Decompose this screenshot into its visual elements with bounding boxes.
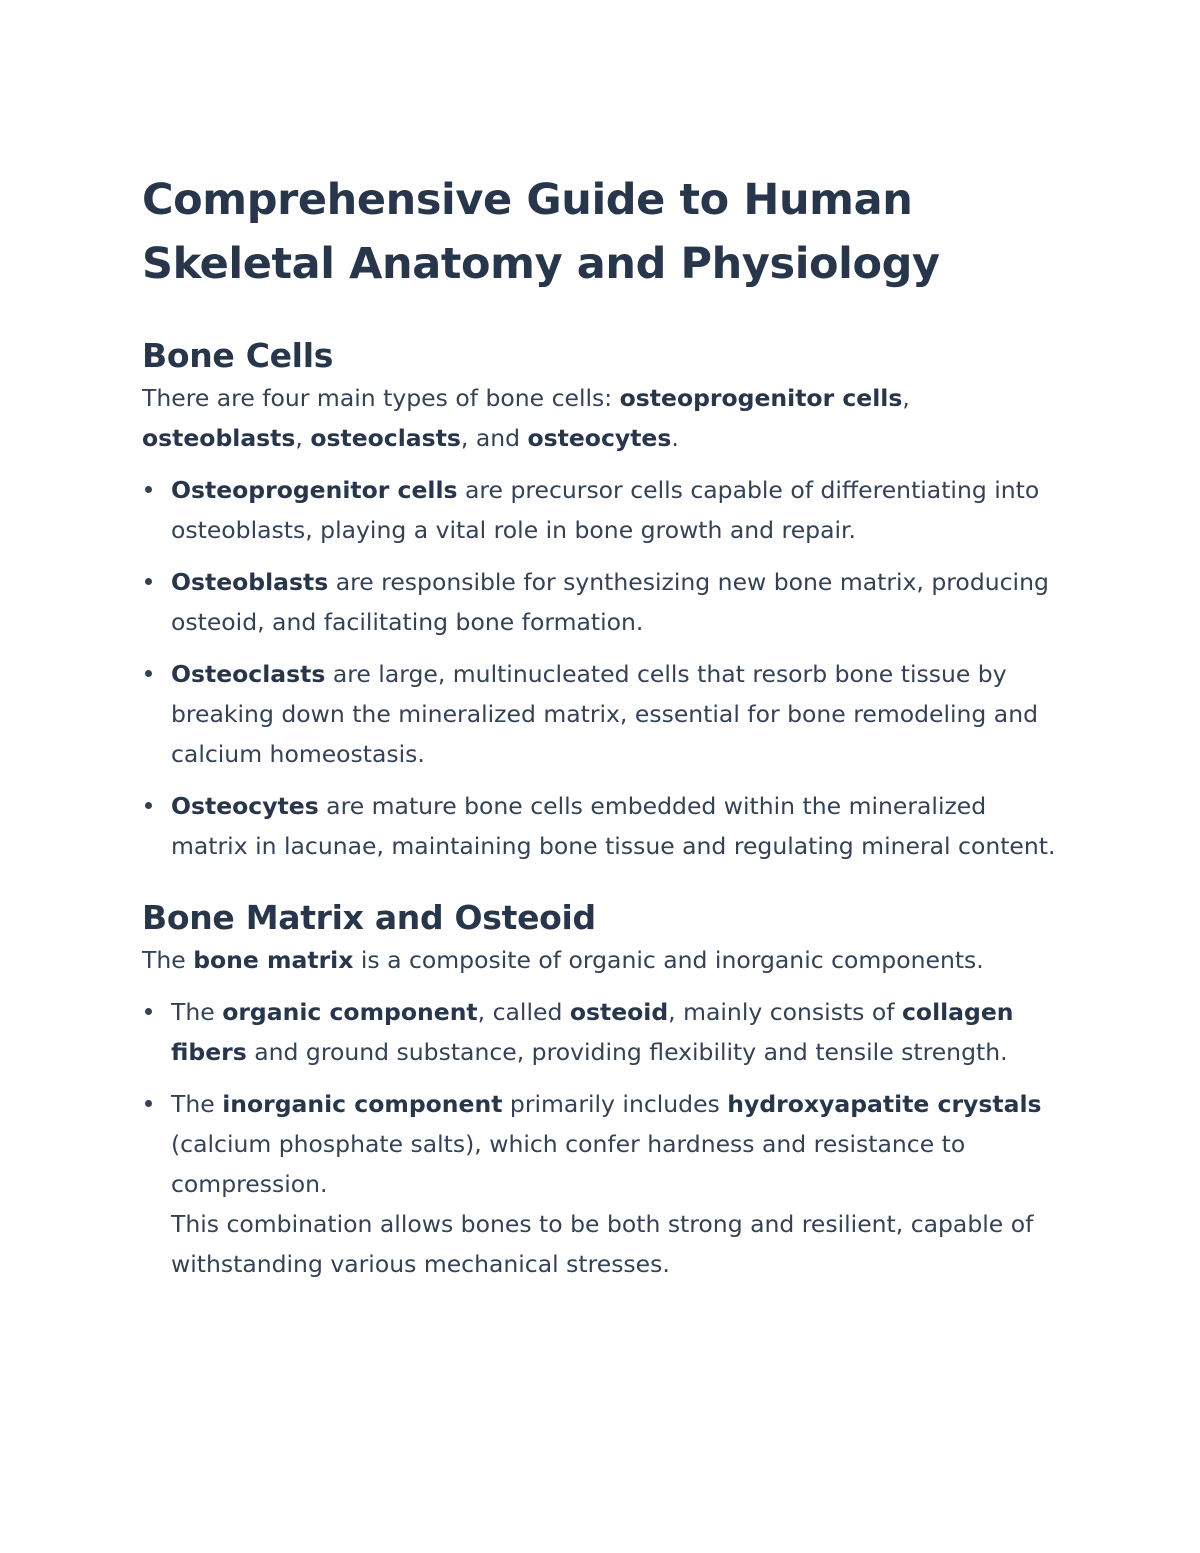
intro-text: There are four main types of bone cells:	[142, 384, 620, 412]
list-item-term: hydroxyapatite crystals	[727, 1090, 1042, 1118]
intro-text: is a composite of organic and inorganic components.	[353, 946, 984, 974]
list-item	[142, 470, 1070, 550]
bone-cells-list	[142, 470, 1070, 866]
section-heading-bone-cells: Bone Cells	[142, 336, 334, 375]
list-item-text: The	[171, 1090, 223, 1118]
list-item-term: inorganic component	[222, 1090, 503, 1118]
list-item-text: (calcium phosphate salts), which confer hardness and resistance to compression.	[171, 1130, 966, 1198]
list-item-term: organic component	[222, 998, 478, 1026]
intro-term: bone matrix	[193, 946, 354, 974]
bullet-icon	[145, 1008, 152, 1015]
intro-text: The	[142, 946, 194, 974]
bone-matrix-list	[142, 992, 1070, 1284]
bullet-icon	[145, 578, 152, 585]
list-item-term: Osteocytes	[171, 792, 319, 820]
list-item-text: are responsible for synthesizing new bone matrix, producing osteoid, and facilitating bone formation.	[171, 568, 1049, 636]
list-item-term: Osteoblasts	[171, 568, 329, 596]
bullet-icon	[145, 802, 152, 809]
list-item	[142, 562, 1070, 642]
intro-term: osteoclasts	[310, 424, 461, 452]
list-item-text: The	[171, 998, 223, 1026]
bullet-icon	[145, 670, 152, 677]
bone-cells-intro	[142, 378, 1070, 458]
intro-text: ,	[902, 384, 910, 412]
bullet-icon	[145, 486, 152, 493]
list-item	[142, 1084, 1070, 1284]
list-item-term: collagen fibers	[171, 998, 1014, 1066]
list-item-text: , called	[477, 998, 570, 1026]
title-line-1: Comprehensive Guide to Human	[142, 175, 913, 225]
list-item-term: Osteoprogenitor cells	[171, 476, 458, 504]
list-item-text: , mainly consists of	[668, 998, 902, 1026]
list-item	[142, 992, 1070, 1072]
intro-text: ,	[295, 424, 311, 452]
intro-term: osteoblasts	[142, 424, 296, 452]
intro-text: , and	[460, 424, 528, 452]
list-item-text: are large, multinucleated cells that resorb bone tissue by breaking down the mineralized matrix, essential for bone remodeling and calcium homeostasis.	[171, 660, 1039, 768]
list-item-text: primarily includes	[502, 1090, 728, 1118]
list-item-term: osteoid	[569, 998, 669, 1026]
section-heading-bone-matrix: Bone Matrix and Osteoid	[142, 898, 596, 937]
list-item	[142, 654, 1070, 774]
list-item	[142, 786, 1070, 866]
bullet-icon	[145, 1100, 152, 1107]
intro-term: osteocytes	[527, 424, 672, 452]
list-item-text: are precursor cells capable of differentiating into osteoblasts, playing a vital role in bone growth and repair.	[171, 476, 1040, 544]
bone-matrix-intro	[142, 940, 1070, 980]
intro-term: osteoprogenitor cells	[619, 384, 903, 412]
intro-text: .	[671, 424, 679, 452]
list-item-term: Osteoclasts	[171, 660, 326, 688]
list-item-text: are mature bone cells embedded within the mineralized matrix in lacunae, maintaining bone tissue and regulating mineral content.	[171, 792, 1056, 860]
page-title	[142, 168, 1070, 296]
list-item-text: and ground substance, providing flexibility and tensile strength.	[246, 1038, 1008, 1066]
title-line-2: Skeletal Anatomy and Physiology	[142, 239, 940, 289]
list-item-note: This combination allows bones to be both strong and resilient, capable of withstanding various mechanical stresses.	[171, 1210, 1034, 1278]
